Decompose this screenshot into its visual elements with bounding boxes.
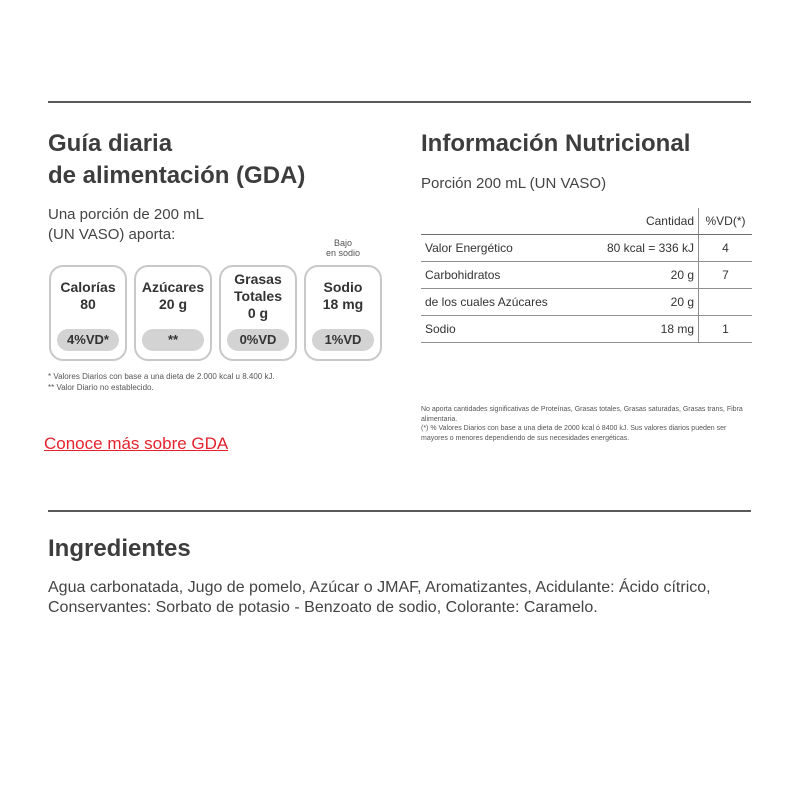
row-vd: 7 <box>722 268 729 282</box>
ingredients-text: Agua carbonatada, Jugo de pomelo, Azúcar o JMAF, Aromatizantes, Acidulante: Ácido cítrico, Conservantes: Sorbato de potasio - Benzoato de sodio, Colorante: Caramelo. <box>48 579 711 616</box>
ingredients-title: Ingredientes <box>48 535 191 562</box>
nutrition-note-1: No aporta cantidades significativas de Proteínas, Grasas totales, Grasas saturadas, Grasas trans, Fibra alimentaria. <box>421 406 743 423</box>
gda-title <box>48 128 305 192</box>
nutrition-table-header <box>421 208 752 235</box>
gda-card-calories <box>49 265 127 361</box>
card-value: 0 g <box>247 305 269 321</box>
table-row <box>421 289 752 316</box>
card-label: Azúcares <box>141 279 205 295</box>
gda-footnote-vd: * Valores Diarios con base a una dieta de 2.000 kcal u 8.400 kJ. <box>48 372 275 381</box>
card-label: Grasas <box>234 271 282 287</box>
table-row <box>421 262 752 289</box>
row-vd: 1 <box>722 322 729 336</box>
card-label: Sodio <box>323 279 363 295</box>
gda-card-sugars <box>134 265 212 361</box>
low-sodium-badge-line1: Bajo <box>333 238 352 248</box>
card-vd-pill: 1%VD <box>312 329 374 351</box>
ingredients-divider <box>48 510 751 512</box>
card-label: Calorías <box>60 279 116 295</box>
nutrition-note-2: (*) % Valores Diarios con base a una dieta de 2000 kcal ó 8400 kJ. Sus valores diarios pueden ser mayores o menores dependiendo de sus necesidades energéticas. <box>421 425 727 442</box>
row-name: Carbohidratos <box>425 268 501 282</box>
gda-footnote-no-vd: ** Valor Diario no establecido. <box>48 383 154 392</box>
gda-portion-line1: Una porción de 200 mL <box>48 206 204 223</box>
gda-title-line1: Guía diaria <box>48 130 173 157</box>
gda-card-sodium <box>304 265 382 361</box>
col-vd-header: %VD(*) <box>705 214 746 228</box>
gda-portion-text <box>48 205 204 245</box>
row-name: Sodio <box>425 322 456 336</box>
nutrition-portion: Porción 200 mL (UN VASO) <box>421 175 607 192</box>
top-divider <box>48 101 751 103</box>
table-row <box>421 316 752 343</box>
row-amount: 18 mg <box>660 322 694 336</box>
row-vd: 4 <box>722 241 729 255</box>
table-row <box>421 235 752 262</box>
col-amount-header: Cantidad <box>645 214 694 228</box>
nutrition-table <box>421 208 752 343</box>
gda-portion-line2: (UN VASO) aporta: <box>48 226 176 243</box>
card-value: 20 g <box>158 296 187 312</box>
card-value: 80 <box>80 296 96 312</box>
row-amount: 20 g <box>670 295 694 309</box>
row-amount: 20 g <box>670 268 694 282</box>
gda-card-fats <box>219 265 297 361</box>
card-vd-pill: 4%VD* <box>57 329 119 351</box>
row-name: Valor Energético <box>425 241 513 255</box>
gda-title-line2: de alimentación (GDA) <box>48 162 306 189</box>
gda-more-info-link[interactable]: Conoce más sobre GDA <box>44 434 229 453</box>
nutrition-notes <box>421 405 751 443</box>
card-label-2: Totales <box>234 288 282 304</box>
low-sodium-badge-line2: en sodio <box>325 248 361 258</box>
card-vd-pill: 0%VD <box>227 329 289 351</box>
row-name: de los cuales Azúcares <box>425 295 548 309</box>
low-sodium-badge <box>314 238 372 258</box>
nutrition-title: Información Nutricional <box>421 130 691 157</box>
column-divider <box>698 289 699 315</box>
card-vd-pill: ** <box>142 329 204 351</box>
row-amount: 80 kcal = 336 kJ <box>606 241 694 255</box>
card-value: 18 mg <box>322 296 364 312</box>
